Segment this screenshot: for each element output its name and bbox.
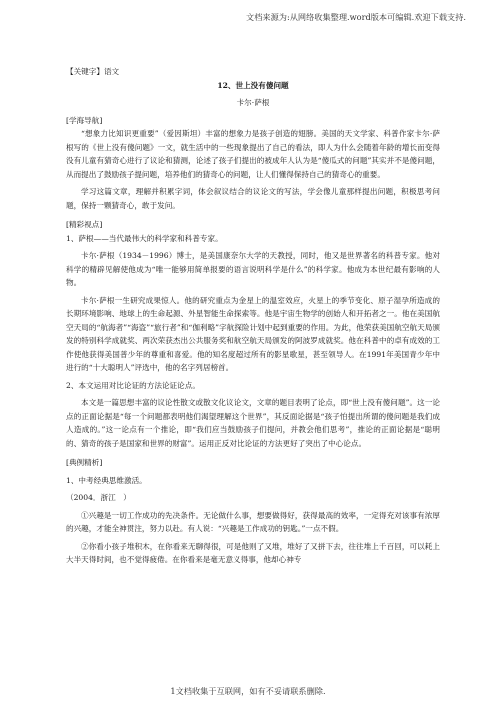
focus-point-2: 2、本文运用对比论证的方法论证论点。: [66, 380, 200, 390]
focus-1-paragraph-1: 卡尔·萨根（1934－1996）博士，是美国康奈尔大学的天教授，同时，他又是世界著名的科普专家。他对科学的精辟见解使他成为“唯一能够用简单报要的语言说明科学是什么”的科学家。他成为本世纪最有影响的人物。: [66, 251, 440, 287]
focus-1-paragraph-2: 卡尔·萨根一生研究成果惊人。他的研究重点为金星上的温室效应，火星上的季节变化、原子湿孕所造成的长期环境影响、地球上的生命起源、外星智能生命探索等。他是宇宙生物学的创始人和开拓者之一。他在美国航空天局的“航海者”“海盗”“旅行者”和“伽利略”字航探险计划中起到重要的作用。为此，他荣获美国航空航天局颁发的特别科学成就奖、两次荣获杰出公共服务奖和航空航天局颁发的阿波罗成就奖。他在科普中的卓有成效的工作使他获得美国普少年的尊重和喜爱。他的知名度超过所有的影星歌星，甚至领导人。在1991年美国青少年中进行的“十大聪明人”评选中，他的名字列居榜首。: [66, 295, 440, 372]
keywords-line: 【关键字】语文: [66, 67, 120, 76]
section-heading-focus: [精彩视点]: [66, 220, 103, 229]
example-paragraph-1: ①兴趣是一切工作成功的先决条件。无论做什么事，想要做得好，获得最高的效率，一定得充对该事有浓厚的兴趣，才能全神贯注，努力以赴。有人说：“兴趣是工作成功的钥匙。”一点不假。: [66, 510, 440, 533]
example-paragraph-2: ②你看小孩子堆积木，在你看来无聊得很，可是他则了又堆，堆好了又拼下去，往往堆上千百回，可以耗上大半天得时间，也不觉得疲倦。在你看来是毫无意义得事，他却心神专: [66, 541, 440, 564]
article-author: 卡尔·萨根: [236, 98, 270, 107]
section-heading-guide: [学海导航]: [66, 115, 103, 125]
page-header: 文档来源为:从网络收集整理.word版本可编辑.欢迎下载支持.: [246, 12, 466, 22]
example-source: （2004．浙江 ）: [66, 493, 131, 502]
section-heading-example: [典例精析]: [66, 458, 103, 467]
focus-point-1: 1、萨根——当代最伟大的科学家和科普专家。: [66, 233, 223, 243]
guide-paragraph-2: 学习这篇文章，理解并积累字词，体会叙议结合的议论文的写法，学会像儿童那样提出问题，积极思考问题，保持一颗猜奇心，敢于发问。: [66, 187, 440, 210]
document-body: [66, 65, 440, 567]
page-footer: 1文档收集于互联网，如有不妥请联系删除.: [170, 686, 326, 696]
focus-2-paragraph-1: 本文是一篇思想丰富的议论性散文或散文化议论文，文章的题目表明了论点，即“世上没有傻问题”。这一论点的正面论据是“每一个问题都表明他们渴望理解这个世界”，其反面论据是“孩子怕提出所谓的傻问题是我们成人造成的。”这一论点有一个推论，即“我们应当鼓励孩子们提问，并教会他们思考”，推论的正面论据是“聪明的、猜奇的孩子是国家和世界的财富”。运用正反对比论证的方法更好了突出了中心论点。: [66, 398, 440, 448]
example-point-1: 1、中考经典思维激活。: [66, 475, 147, 485]
guide-paragraph-1: “想象力比知识更重要”（爱因斯坦）丰富的想象力是孩子创造的翅膀。美国的天文学家、科普作家卡尔·萨根写的《世上没有傻问题》一文，就生活中的一些现象提出了自己的看法，即人为什么会随着年龄的增长而变得没有儿童有猜奇心进行了议论和猜测，论述了孩子们提出的被成年人认为是“傻瓜式的问题”其实并不是傻问题，从而提出了鼓励孩子提问题，培养他们的猜奇心的问题，让人们懂得保持自己的猜奇心的重要。: [66, 129, 440, 179]
article-title: 12、世上没有傻问题: [217, 80, 289, 90]
